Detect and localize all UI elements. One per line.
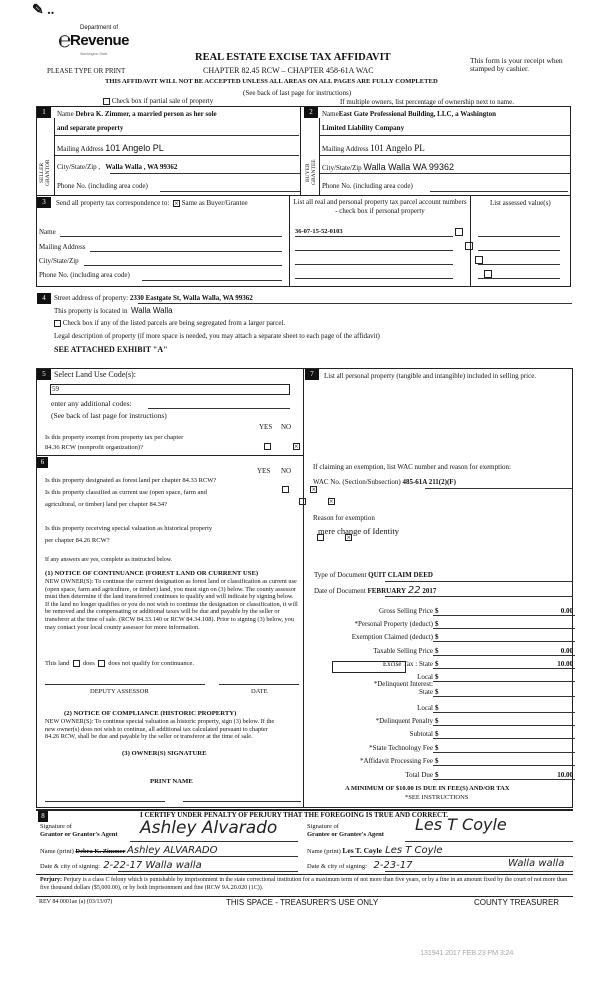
name-label: Name — [322, 110, 339, 118]
grantor-signature-label2: Grantor or Grantor's Agent — [40, 831, 118, 838]
section-number-7: 7 — [305, 369, 319, 380]
field-line — [320, 173, 570, 174]
corr-name-label: Name — [39, 228, 56, 236]
field-line — [405, 841, 573, 842]
dollar-sign: $ — [435, 607, 439, 615]
send-label: Send all property tax correspondence to: — [56, 199, 170, 207]
grantor-signature-label: Signature of — [40, 823, 72, 830]
land-use-code: 59 — [52, 385, 59, 393]
land-use-code-input[interactable] — [50, 384, 290, 395]
divider — [36, 874, 573, 875]
grantee-city[interactable]: Walla walla — [508, 858, 565, 869]
current-use-no-checkbox[interactable] — [328, 498, 335, 505]
fee-row — [310, 630, 575, 642]
fee-row — [310, 754, 575, 766]
divider — [36, 896, 573, 897]
deputy-assessor-label: DEPUTY ASSESSOR — [90, 688, 149, 695]
partial-sale-checkbox[interactable] — [103, 97, 213, 105]
date-line[interactable] — [219, 684, 299, 685]
grantee-name-hand: Les T Coyle — [385, 845, 443, 856]
document-type-row — [314, 571, 433, 579]
fee-value[interactable]: 10.00 — [557, 660, 573, 668]
divider — [54, 118, 55, 196]
fee-value[interactable]: 0.00 — [560, 647, 573, 655]
field-line — [433, 628, 575, 629]
dollar-sign: $ — [435, 757, 439, 765]
notice-compliance-text: NEW OWNER(S): To continue special valuation as historic property, sign (3) below. If the new owner(s) does not wish to continue, all additional tax calculated pursuant to chapter 84.26 RCW, shall be due and payable by the seller or transferor at the time of sale. — [45, 718, 275, 741]
date-city-label: Date & city of signing: — [307, 863, 367, 870]
corr-mailing-label: Mailing Address — [39, 243, 86, 251]
field-line — [433, 712, 575, 713]
field-line — [350, 856, 573, 857]
form-warning: THIS AFFIDAVIT WILL NOT BE ACCEPTED UNLESS ALL AREAS ON ALL PAGES ARE FULLY COMPLETED — [105, 78, 438, 85]
forest-no-checkbox[interactable] — [310, 486, 317, 493]
seller-phone-field[interactable] — [160, 191, 300, 192]
does-not-checkbox[interactable] — [98, 660, 105, 667]
scan-mark: ✎ .. — [32, 3, 55, 18]
fee-row — [310, 741, 575, 753]
corr-city-field[interactable] — [84, 265, 282, 266]
wac-number[interactable]: 485-61A 211(2)(F) — [402, 478, 456, 486]
additional-codes-field[interactable] — [148, 408, 290, 409]
field-line — [320, 135, 570, 136]
name-print-label: Name (print) — [307, 848, 341, 855]
field-line — [433, 668, 575, 669]
revenue-logo — [50, 25, 130, 63]
date-label: DATE — [251, 688, 268, 695]
if-yes-note: If any answers are yes, complete as instructed below. — [45, 557, 173, 563]
section-number-8: 8 — [38, 811, 48, 822]
dollar-sign: $ — [435, 704, 439, 712]
dollar-sign: $ — [435, 647, 439, 655]
parcel-number[interactable]: 36-07-15-52-0103 — [295, 228, 343, 235]
yes-header: YES — [259, 423, 273, 431]
corr-city-label: City/State/Zip — [39, 257, 79, 265]
wac-label: WAC No. (Section/Subsection) — [313, 478, 401, 486]
logo-dept: Department of — [80, 25, 119, 31]
notice-continuance-text: NEW OWNER(S): To continue the current designation as forest land or classification as current use (open space, farm and agriculture, or timber) land, you must sign on (3) below. The county assessor must then determine if the land transferred continues to qualify and will indicate by signing below. If the land no longer qualifies or you do not wish to continue the designation or classification, it will be removed and the compensating or additional taxes will be due and payable by the seller or transferor at the time of sale. (RCW 84.33.140 or RCW 84.34.108). Prior to signing (3) below, you may contact your local county assessor for more information. — [45, 578, 298, 631]
fee-row — [310, 617, 575, 629]
form-chapter: CHAPTER 82.45 RCW – CHAPTER 458-61A WAC — [203, 66, 374, 75]
grantor-name-struck: Debra K. Zimmer — [75, 848, 126, 855]
seller-mailing-row — [57, 143, 164, 153]
section-number-5: 5 — [37, 369, 51, 380]
buyer-name-line2[interactable]: Limited Liability Company — [322, 124, 405, 132]
dollar-sign: $ — [435, 660, 439, 668]
exemption-claim-label: If claiming an exemption, list WAC number and reason for exemption: — [313, 463, 511, 471]
assessed-value-field[interactable] — [478, 264, 560, 265]
dollar-sign: $ — [435, 633, 439, 641]
assessed-value-field[interactable] — [478, 236, 560, 237]
send-correspondence-row — [56, 199, 248, 207]
located-row — [54, 306, 173, 315]
grantee-signature-label: Signature of — [307, 823, 339, 830]
buyer-mailing-row — [322, 143, 425, 153]
forest-yes-checkbox[interactable] — [282, 486, 289, 493]
field-line — [320, 155, 570, 156]
recording-stamp: 131941 2017 FEB 23 PM 3:24 — [420, 948, 514, 957]
exempt-question-cont: 84.36 RCW (nonprofit organization)? — [45, 444, 143, 451]
please-type: PLEASE TYPE OR PRINT — [47, 67, 126, 75]
segregated-checkbox[interactable] — [54, 320, 61, 327]
certify-statement: I CERTIFY UNDER PENALTY OF PERJURY THAT THE FOREGOING IS TRUE AND CORRECT. — [140, 811, 449, 819]
section-number-3: 3 — [37, 197, 51, 208]
parcel-line — [295, 278, 453, 279]
dollar-sign: $ — [435, 673, 439, 681]
grantee-signature[interactable]: Les T Coyle — [415, 815, 507, 834]
document-date-day[interactable]: 22 — [407, 585, 421, 596]
grantee-name[interactable]: Les T. Coyle — [342, 846, 382, 855]
buyer-mailing-address[interactable]: 101 Angelo PL — [370, 143, 425, 153]
divider — [36, 455, 303, 456]
buyer-phone-field[interactable] — [430, 191, 568, 192]
divider — [300, 106, 301, 196]
divider — [289, 195, 290, 287]
assessed-value-field[interactable] — [478, 278, 560, 279]
document-type[interactable]: QUIT CLAIM DEED — [368, 571, 433, 579]
field-line — [433, 655, 575, 656]
seller-city[interactable]: Walla Walla , WA 99362 — [105, 163, 178, 171]
current-use-yes-checkbox[interactable] — [299, 498, 306, 505]
field-line — [433, 738, 575, 739]
segregated-row — [54, 319, 285, 327]
document-date-month[interactable]: FEBRUARY — [367, 587, 407, 595]
fee-label: *Personal Property (deduct) — [354, 620, 433, 628]
located-label: This property is located in — [54, 307, 128, 315]
dollar-sign: $ — [435, 688, 439, 696]
same-as-buyer-label: Same as Buyer/Grantee — [181, 199, 248, 207]
checkbox[interactable] — [103, 98, 110, 105]
form-title: REAL ESTATE EXCISE TAX AFFIDAVIT — [195, 52, 391, 63]
seller-city-row — [57, 163, 177, 171]
name-print-label: Name (print) — [40, 848, 74, 855]
grantor-name[interactable]: Ashley ALVARADO — [127, 845, 218, 856]
grantor-name-row — [40, 845, 218, 856]
field-line — [433, 725, 575, 726]
document-date-year[interactable]: 2017 — [422, 587, 437, 595]
field-line — [433, 765, 575, 766]
does-not-label: does not qualify for continuance. — [108, 660, 195, 667]
treasurer-use-label: THIS SPACE - TREASURER'S USE ONLY — [226, 898, 379, 907]
perjury-text: Perjury is a class C felony which is punishable by imprisonment in the state correctional institution for a maximum term of not more than five years, or by a fine in an amount fixed by the court of not more than five thousand dollars ($5,000.00), or by both imprisonment and fine (RCW 9A.20.020 (1C)). — [40, 877, 568, 891]
exempt-no-checkbox[interactable] — [293, 443, 300, 450]
perjury-note — [40, 876, 572, 892]
grantee-signature-label2: Grantee or Grantee's Agent — [307, 831, 384, 838]
name-label: Name — [57, 110, 74, 118]
fee-row — [310, 604, 575, 616]
fee-value[interactable]: 10.00 — [557, 771, 573, 779]
exempt-yes-checkbox[interactable] — [264, 443, 271, 450]
field-line — [130, 841, 298, 842]
fee-row — [310, 701, 575, 713]
notice-continuance-title: (1) NOTICE OF CONTINUANCE (FOREST LAND OR CURRENT USE) — [45, 570, 259, 577]
document-type-label: Type of Document — [314, 571, 367, 579]
fee-value[interactable]: 0.00 — [560, 607, 573, 615]
this-land-label: This land — [45, 660, 70, 667]
corr-name-field[interactable] — [60, 236, 282, 237]
buyer-city-row — [322, 162, 454, 172]
document-date-label: Date of Document — [314, 587, 366, 595]
section-number-1: 1 — [37, 107, 51, 118]
logo-sub: Washington State — [80, 52, 108, 56]
historic-question-cont: per chapter 84.26 RCW? — [45, 537, 110, 544]
field-line — [385, 581, 573, 582]
mailing-label: Mailing Address — [57, 145, 104, 153]
fee-row — [310, 714, 575, 726]
land-use-title: Select Land Use Code(s): — [54, 370, 136, 379]
seller-phone-label: Phone No. (including area code) — [57, 182, 148, 190]
street-label: Street address of property: — [54, 294, 129, 302]
notice-compliance-title: (2) NOTICE OF COMPLIANCE (HISTORIC PROPERTY) — [64, 710, 237, 717]
field-line — [433, 752, 575, 753]
city-label: City/State/Zip — [322, 164, 362, 172]
exemption-reason[interactable]: mere change of Identity — [318, 526, 399, 536]
grantee-date-row — [307, 860, 412, 871]
field-line — [433, 615, 575, 616]
field-line — [425, 488, 572, 489]
buyer-name-row — [322, 110, 496, 118]
fee-label: Excise Tax : State — [382, 660, 433, 668]
fee-row — [310, 644, 575, 656]
fee-row — [310, 727, 575, 739]
current-use-question-cont: agricultural, or timber) land per chapter 84.34? — [45, 501, 168, 508]
fee-row — [310, 768, 575, 780]
perjury-label: Perjury: — [40, 877, 62, 883]
seller-mailing-address[interactable]: 101 Angelo PL — [105, 143, 164, 153]
owner-signature-line[interactable] — [45, 801, 165, 802]
grantee-date[interactable]: 2-23-17 — [373, 860, 413, 871]
see-back-instructions: (See back of last page for instructions) — [51, 411, 167, 420]
fee-label: *State Technology Fee — [369, 744, 433, 752]
parcel-line — [295, 264, 453, 265]
field-line — [385, 596, 573, 597]
does-checkbox[interactable] — [73, 660, 80, 667]
field-line — [433, 696, 575, 697]
field-line — [80, 856, 298, 857]
county-treasurer-label: COUNTY TREASURER — [474, 898, 560, 907]
located-in-value[interactable]: Walla Walla — [130, 306, 173, 315]
personal-property-checkbox[interactable] — [455, 228, 463, 236]
personal-property-label: List all personal property (tangible and intangible) included in selling price. — [324, 372, 537, 380]
seller-name-row — [57, 110, 217, 118]
fee-label: Subtotal — [409, 730, 433, 738]
fee-row — [310, 681, 575, 697]
assessed-value-field[interactable] — [478, 250, 560, 251]
print-name-label: PRINT NAME — [150, 778, 193, 785]
field-line — [138, 303, 572, 304]
forest-land-question: Is this property designated as forest land per chapter 84.33 RCW? — [45, 477, 217, 484]
dollar-sign: $ — [435, 730, 439, 738]
buyer-grantee-label: BUYER GRANTEE — [305, 159, 317, 186]
street-row — [54, 294, 253, 302]
fee-label: Gross Selling Price — [378, 607, 433, 615]
corr-phone-field[interactable] — [142, 280, 282, 281]
mailing-label: Mailing Address — [322, 145, 369, 153]
divider — [303, 368, 304, 808]
see-back: (See back of last page for instructions) — [243, 89, 352, 97]
section-number-6: 6 — [37, 457, 48, 468]
parcel-header: List all real and personal property tax parcel account numbers - check box if personal property — [293, 198, 467, 215]
grantor-date-city[interactable]: 2-22-17 Walla walla — [103, 860, 202, 871]
no-header: NO — [281, 423, 292, 431]
receipt-note: This form is your receipt when stamped by cashier. — [470, 56, 563, 73]
field-line — [118, 871, 298, 872]
print-name-line[interactable] — [183, 801, 301, 802]
minimum-due-note: A MINIMUM OF $10.00 IS DUE IN FEE(S) AND/OR TAX — [345, 785, 510, 792]
parcel-line — [295, 236, 453, 237]
historic-question: Is this property receiving special valuation as historical property — [45, 525, 213, 532]
buyer-phone-label: Phone No. (including area code) — [322, 182, 413, 190]
buyer-city[interactable]: Walla Walla WA 99362 — [363, 162, 454, 172]
wac-row — [313, 478, 456, 486]
field-line — [433, 641, 575, 642]
field-line — [110, 173, 300, 174]
section-number-2: 2 — [304, 107, 318, 118]
current-use-question: Is this property classified as current use (open space, farm and — [45, 489, 207, 496]
reason-label: Reason for exemption — [313, 514, 375, 522]
dollar-sign: $ — [435, 620, 439, 628]
legal-description-label: Legal description of property (if more space is needed, you may attach a separate sheet to each page of the affidavit) — [54, 332, 380, 340]
fee-label: Taxable Selling Price — [373, 647, 433, 655]
grantor-date-row — [40, 860, 202, 871]
fee-label: *Delinquent Interest: State — [373, 680, 433, 696]
partial-sale-label: Check box if partial sale of property — [111, 97, 214, 105]
fee-label: Local — [417, 673, 433, 681]
see-instructions: *SEE INSTRUCTIONS — [405, 794, 469, 801]
multiple-owners-note: If multiple owners, list percentage of ownership next to name. — [340, 98, 514, 106]
owner-signature-title: (3) OWNER(S) SIGNATURE — [122, 750, 207, 757]
fee-label: Exemption Claimed (deduct) — [351, 633, 433, 641]
corr-phone-label: Phone No. (including area code) — [39, 271, 130, 279]
divider — [319, 118, 320, 196]
fee-label: Total Due — [405, 771, 433, 779]
additional-codes-label: enter any additional codes: — [51, 399, 132, 408]
section-number-4: 4 — [37, 293, 51, 304]
field-line — [55, 155, 299, 156]
divider — [470, 195, 471, 287]
logo-swoosh-icon: ℮ — [58, 27, 72, 52]
dollar-sign: $ — [435, 717, 439, 725]
seller-grantor-label: SELLER GRANTOR — [39, 159, 51, 186]
date-city-label: Date & city of signing: — [40, 863, 100, 870]
parcel-line — [295, 250, 453, 251]
exempt-question: Is this property exempt from property tax per chapter — [45, 434, 184, 441]
continuance-row — [45, 660, 194, 667]
document-date-row — [314, 585, 436, 596]
fee-label: *Delinquent Penalty — [375, 717, 433, 725]
does-label: does — [82, 660, 95, 667]
segregated-label: Check box if any of the listed parcels are being segregated from a larger parcel. — [62, 319, 286, 327]
same-as-buyer-checkbox[interactable] — [173, 200, 180, 207]
no-header: NO — [281, 467, 292, 475]
logo-name: Revenue — [70, 32, 130, 49]
seller-name-line1[interactable]: Debra K. Zimmer, a married person as her sole — [75, 110, 217, 118]
deputy-assessor-line[interactable] — [45, 684, 205, 685]
personal-property-checkbox[interactable] — [465, 242, 473, 250]
field-line — [433, 779, 575, 780]
fee-label: Local — [417, 704, 433, 712]
buyer-name-line1[interactable]: East Gate Professional Building, LLC, a Washington — [338, 110, 496, 118]
legal-description[interactable]: SEE ATTACHED EXHIBIT "A" — [54, 345, 168, 354]
local-code-box[interactable] — [332, 661, 406, 673]
field-line — [385, 871, 573, 872]
grantee-name-row — [307, 845, 443, 856]
yes-header: YES — [257, 467, 271, 475]
property-street-address[interactable]: 2330 Eastgate St, Walla Walla, WA 99362 — [129, 294, 253, 302]
assessed-header: List assessed value(s) — [490, 199, 551, 207]
form-revision: REV 84 0001ae (a) (03/13/07) — [39, 899, 113, 905]
dollar-sign: $ — [435, 771, 439, 779]
seller-name-line2[interactable]: and separate property — [57, 124, 124, 132]
fee-label: *Affidavit Processing Fee — [360, 757, 433, 765]
city-label: City/State/Zip , — [57, 163, 101, 171]
corr-mailing-field[interactable] — [90, 251, 282, 252]
dollar-sign: $ — [435, 744, 439, 752]
grantor-signature[interactable]: Ashley Alvarado — [140, 818, 278, 838]
field-line — [55, 135, 299, 136]
